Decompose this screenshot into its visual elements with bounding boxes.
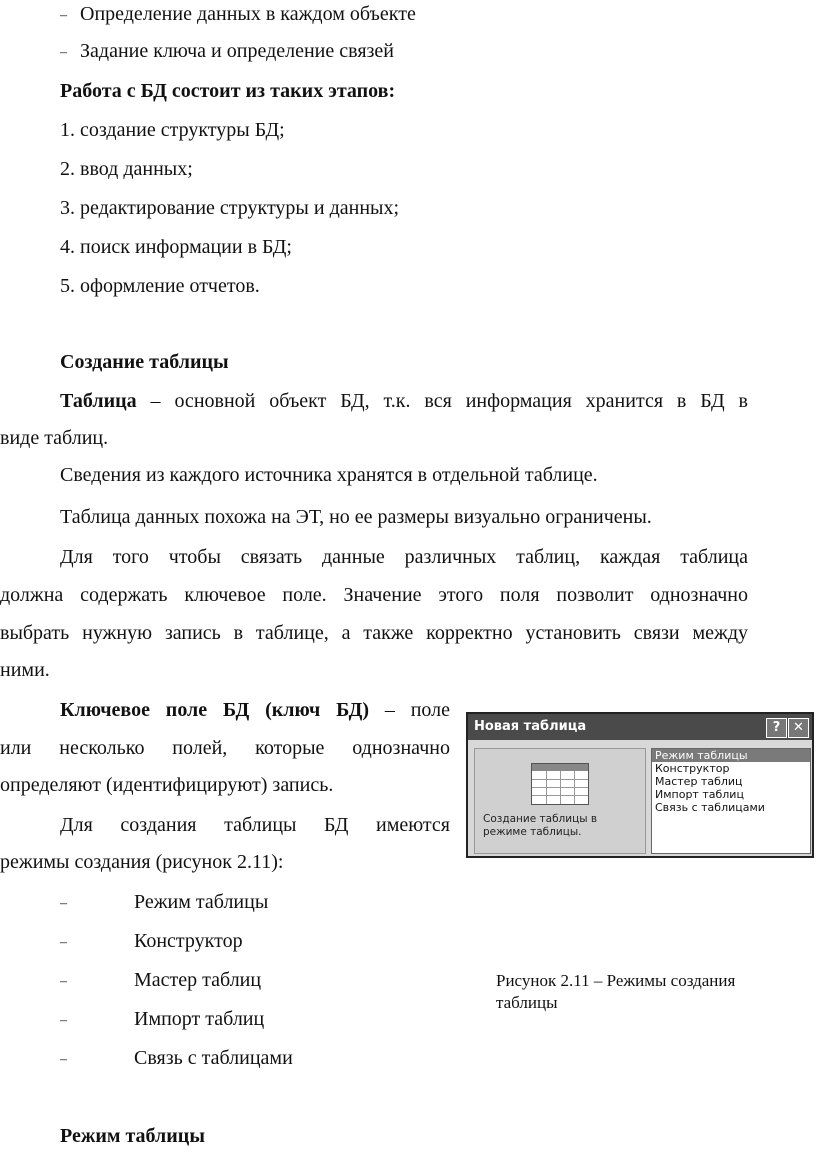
list-item-designer[interactable]: Конструктор [655, 762, 730, 775]
list-item-import[interactable]: Импорт таблиц [655, 788, 744, 801]
table-grid-icon [531, 763, 589, 805]
mode-item: Связь с таблицами [134, 1047, 293, 1069]
para-link-line3: выбрать нужную запись в таблице, а также корректно установить связи между [0, 622, 748, 644]
para-link-line2: должна содержать ключевое поле. Значение этого поля позволит однозначно [0, 584, 748, 606]
bottom-heading: Режим таблицы [60, 1125, 205, 1147]
para-similar: Таблица данных похожа на ЭТ, но ее размеры визуально ограничены. [60, 506, 652, 528]
modes-line2: режимы создания (рисунок 2.11): [0, 851, 284, 873]
dash: – [60, 974, 67, 989]
dash: – [60, 935, 67, 950]
list-item-table-mode[interactable]: Режим таблицы [652, 749, 810, 762]
stage-item: 1. создание структуры БД; [60, 119, 285, 141]
close-button[interactable]: ✕ [788, 718, 809, 738]
mode-item: Конструктор [134, 930, 243, 952]
bullet-top-1: Определение данных в каждом объекте [80, 3, 416, 25]
para-link-line4: ними. [0, 659, 50, 681]
section-heading: Создание таблицы [60, 351, 229, 373]
list-item-table-wizard[interactable]: Мастер таблиц [655, 775, 743, 788]
stage-item: 4. поиск информации в БД; [60, 236, 292, 258]
stage-item: 5. оформление отчетов. [60, 275, 260, 297]
dash: – [60, 1013, 67, 1028]
stage-item: 2. ввод данных; [60, 158, 193, 180]
mode-item: Режим таблицы [134, 891, 269, 913]
preview-panel [474, 748, 646, 854]
mode-listbox[interactable] [651, 748, 811, 854]
stage-item: 3. редактирование структуры и данных; [60, 197, 400, 219]
para-link-line1: Для того чтобы связать данные различных таблиц, каждая таблица [60, 546, 748, 568]
dialog-title-bar [468, 714, 812, 740]
dash: – [60, 8, 67, 23]
modes-line1: Для создания таблицы БД имеются [60, 814, 450, 836]
key-definition-line3: определяют (идентифицируют) запись. [0, 774, 334, 796]
dialog-title: Новая таблица [474, 719, 587, 734]
table-def-rest: – основной объект БД, т.к. вся информация хранится в БД в [136, 390, 748, 412]
dash: – [60, 1052, 67, 1067]
stages-heading: Работа с БД состоит из таких этапов: [60, 80, 396, 102]
mode-item: Импорт таблиц [134, 1008, 265, 1030]
dash: – [60, 896, 67, 911]
table-definition-line2: виде таблиц. [0, 427, 109, 449]
key-definition-line1: Ключевое поле БД (ключ БД) – поле [60, 699, 451, 721]
help-button[interactable]: ? [766, 718, 787, 738]
new-table-dialog [466, 712, 814, 858]
table-definition-line1 [60, 389, 748, 413]
bullet-top-2: Задание ключа и определение связей [80, 40, 394, 62]
table-term: Таблица [60, 390, 137, 412]
key-definition-line2: или несколько полей, которые однозначно [0, 737, 450, 759]
mode-item: Мастер таблиц [134, 969, 262, 991]
list-item-link[interactable]: Связь с таблицами [655, 801, 765, 814]
dash: – [60, 45, 67, 60]
preview-caption: Создание таблицы в режиме таблицы. [483, 813, 598, 838]
key-term: Ключевое поле БД (ключ БД) [60, 699, 370, 721]
figure-caption: Рисунок 2.11 – Режимы создания таблицы [496, 971, 736, 1012]
para-sources: Сведения из каждого источника хранятся в отдельной таблице. [60, 464, 598, 486]
